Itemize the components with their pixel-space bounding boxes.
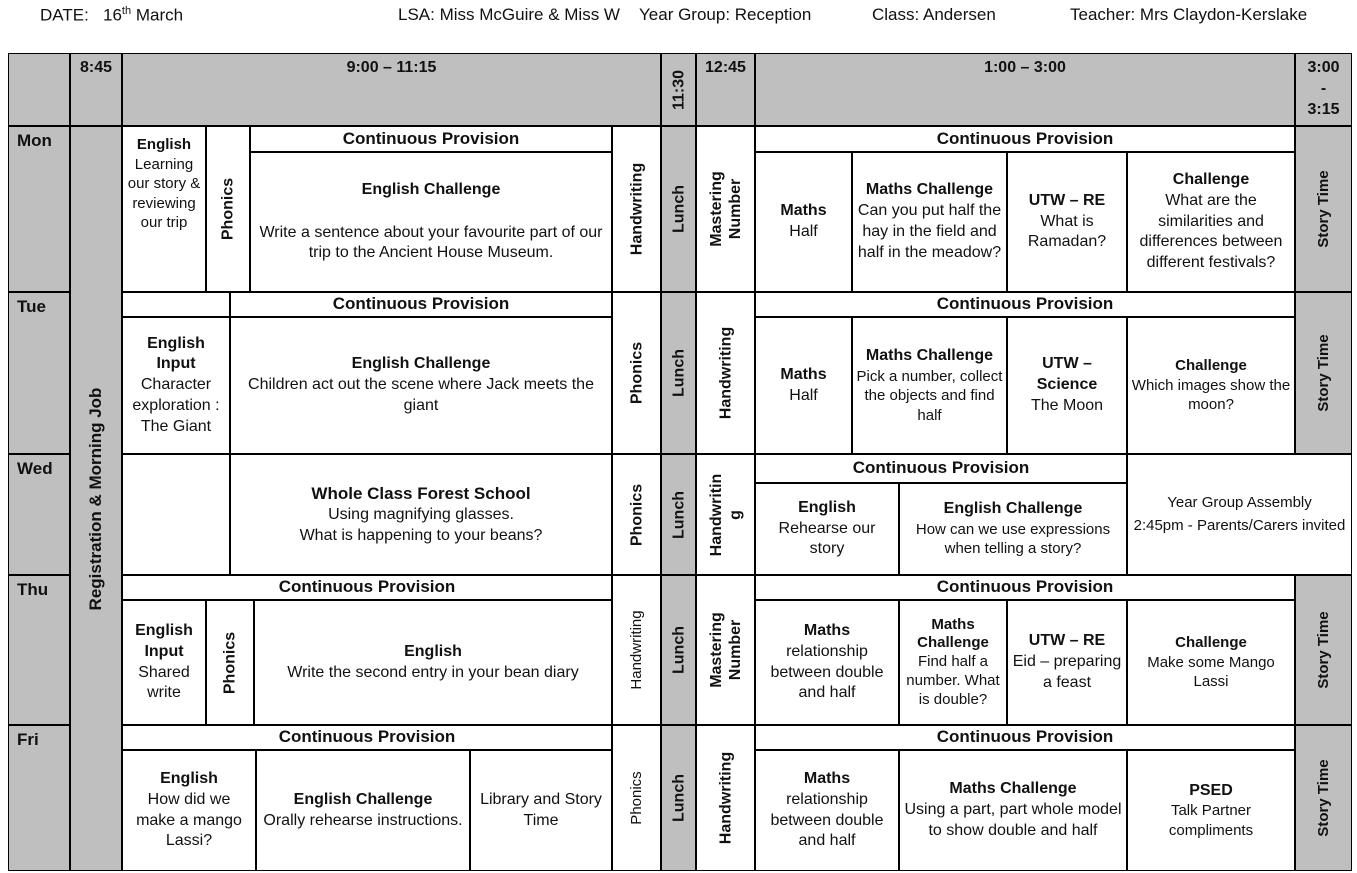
fri-library: Library and Story Time (470, 750, 612, 871)
registration-column: Registration & Morning Job (70, 126, 122, 871)
mon-english: English Learning our story & reviewing our trip (122, 126, 206, 292)
thu-maths: Maths relationship between double and half (755, 600, 899, 725)
wed-forest-school: Whole Class Forest School Using magnifying glasses. What is happening to your beans? (230, 454, 612, 575)
fri-maths-challenge: Maths Challenge Using a part, part whole model to show double and half (899, 750, 1127, 871)
fri-psed: PSED Talk Partner compliments (1127, 750, 1295, 871)
tue-handwriting: Handwriting (696, 292, 755, 454)
tue-am-continuous-provision: Continuous Provision (230, 292, 612, 317)
story-time-tue: Story Time (1295, 292, 1352, 454)
thu-challenge: Challenge Make some Mango Lassi (1127, 600, 1295, 725)
fri-pm-continuous-provision: Continuous Provision (755, 725, 1295, 750)
date-label: DATE: 16th March (40, 5, 184, 25)
thu-mastering-number: Mastering Number (696, 575, 755, 725)
fri-phonics: Phonics (612, 725, 661, 871)
story-time-mon: Story Time (1295, 126, 1352, 292)
mon-maths-challenge: Maths Challenge Can you put half the hay in the field and half in the meadow? (852, 152, 1007, 292)
tue-challenge: Challenge Which images show the moon? (1127, 317, 1295, 454)
date-month: March (135, 5, 184, 25)
tue-english-input: English Input Character exploration : The Giant (122, 317, 230, 454)
mon-am-continuous-provision: Continuous Provision (250, 126, 612, 152)
year-group-label: Year Group: Reception (639, 5, 812, 24)
lsa-label: LSA: Miss McGuire & Miss W (398, 5, 620, 24)
thu-handwriting: Handwriting (612, 575, 661, 725)
mon-mastering-number: Mastering Number (696, 126, 755, 292)
story-time-fri: Story Time (1295, 725, 1352, 871)
day-mon: Mon (8, 126, 70, 292)
tue-maths: Maths Half (755, 317, 852, 454)
fri-am-continuous-provision: Continuous Provision (122, 725, 612, 750)
tue-phonics: Phonics (612, 292, 661, 454)
time-900-1115: 9:00 – 11:15 (122, 53, 661, 126)
lunch-thu: Lunch (661, 575, 696, 725)
time-845: 8:45 (70, 53, 122, 126)
mon-pm-continuous-provision: Continuous Provision (755, 126, 1295, 152)
mon-handwriting: Handwriting (612, 126, 661, 292)
tue-utw: UTW – Science The Moon (1007, 317, 1127, 454)
day-wed: Wed (8, 454, 70, 575)
thu-english: English Write the second entry in your bean diary (254, 600, 612, 725)
time-300-315: 3:00 - 3:15 (1295, 53, 1352, 126)
thu-utw: UTW – RE Eid – preparing a feast (1007, 600, 1127, 725)
mon-challenge: Challenge What are the similarities and differences between different festivals? (1127, 152, 1295, 292)
time-1130: 11:30 (661, 53, 696, 126)
lunch-tue: Lunch (661, 292, 696, 454)
thu-am-continuous-provision: Continuous Provision (122, 575, 612, 600)
mon-phonics: Phonics (206, 126, 250, 292)
lunch-mon: Lunch (661, 126, 696, 292)
wed-handwriting: Handwritin g (696, 454, 755, 575)
fri-maths: Maths relationship between double and half (755, 750, 899, 871)
time-100-300: 1:00 – 3:00 (755, 53, 1295, 126)
day-thu: Thu (8, 575, 70, 725)
wed-pm-continuous-provision: Continuous Provision (755, 454, 1127, 483)
tue-pm-continuous-provision: Continuous Provision (755, 292, 1295, 317)
time-1245: 12:45 (696, 53, 755, 126)
day-tue: Tue (8, 292, 70, 454)
wed-english: English Rehearse our story (755, 483, 899, 575)
lunch-fri: Lunch (661, 725, 696, 871)
thu-maths-challenge: Maths Challenge Find half a number. What is double? (899, 600, 1007, 725)
mon-english-challenge: English Challenge Write a sentence about your favourite part of our trip to the Ancient House Museum. (250, 152, 612, 292)
fri-english-challenge: English Challenge Orally rehearse instructions. (256, 750, 470, 871)
tue-english-challenge: English Challenge Children act out the scene where Jack meets the giant (230, 317, 612, 454)
class-label: Class: Andersen (872, 5, 996, 24)
date-day: 16 (102, 5, 122, 25)
corner-cell (8, 53, 70, 126)
fri-english: English How did we make a mango Lassi? (122, 750, 256, 871)
mon-utw: UTW – RE What is Ramadan? (1007, 152, 1127, 292)
wed-english-challenge: English Challenge How can we use expressions when telling a story? (899, 483, 1127, 575)
teacher-label: Teacher: Mrs Claydon-Kerslake (1070, 5, 1308, 24)
thu-phonics: Phonics (206, 600, 254, 725)
wed-blank (122, 454, 230, 575)
day-fri: Fri (8, 725, 70, 871)
tue-blank (122, 292, 230, 317)
wed-phonics: Phonics (612, 454, 661, 575)
mon-maths: Maths Half (755, 152, 852, 292)
fri-handwriting: Handwriting (696, 725, 755, 871)
thu-pm-continuous-provision: Continuous Provision (755, 575, 1295, 600)
thu-english-input: English Input Shared write (122, 600, 206, 725)
lunch-wed: Lunch (661, 454, 696, 575)
wed-assembly: Year Group Assembly 2:45pm - Parents/Carers invited (1127, 454, 1352, 575)
tue-maths-challenge: Maths Challenge Pick a number, collect the objects and find half (852, 317, 1007, 454)
story-time-thu: Story Time (1295, 575, 1352, 725)
